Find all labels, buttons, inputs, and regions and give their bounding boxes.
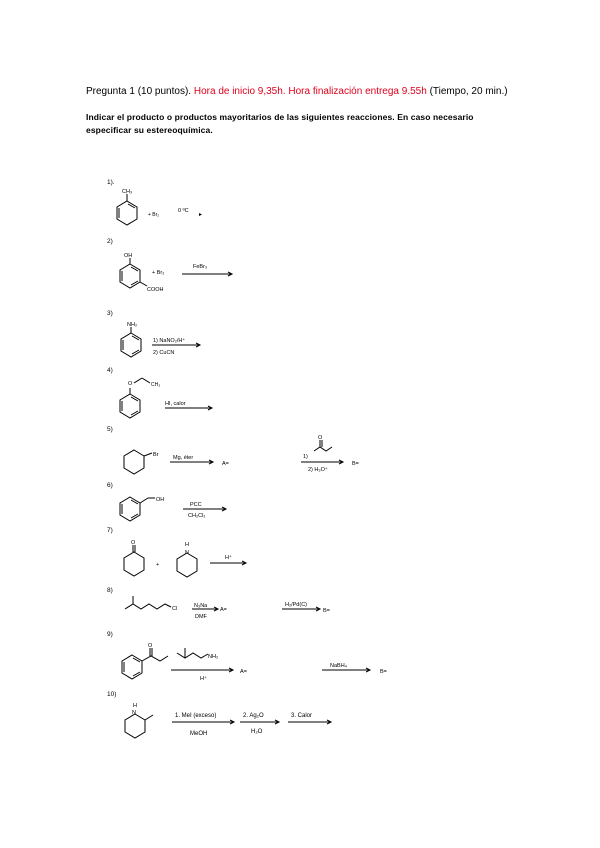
r9-o: O — [148, 643, 153, 649]
header-time-window: Hora de inicio 9,35h. Hora finalización entrega 9.55h — [193, 86, 427, 97]
r10-step2: 2. Ag₂O — [243, 713, 264, 719]
reaction-number-5: 5) — [107, 426, 113, 433]
r9-reductant: NaBH₄ — [330, 663, 347, 669]
reaction-4 — [120, 378, 212, 418]
r5-reagent: Mg, éter — [173, 455, 194, 461]
piperidine-ring-10 — [125, 714, 145, 738]
r4-ch3: CH₃ — [151, 382, 161, 388]
r7-nh-n: N — [185, 550, 189, 556]
r5-ketone-o: O — [318, 435, 323, 441]
r2-oh: OH — [124, 253, 133, 259]
r6-oh: OH — [156, 497, 165, 503]
r1-temp: 0 ºC — [178, 208, 189, 214]
reaction-2 — [120, 258, 232, 288]
isopentylamine — [177, 653, 208, 658]
header-duration: (Tiempo, 20 min.) — [426, 86, 508, 97]
r10-solvent2: H₂O — [251, 729, 263, 735]
benzene-ring-9 — [122, 655, 142, 679]
r9-nh2: NH₂ — [208, 654, 219, 660]
r9-product-a: A= — [240, 669, 247, 675]
r7-nh-h: H — [185, 542, 189, 548]
reaction-number-10: 10) — [107, 691, 117, 698]
benzene-ring-3 — [121, 333, 141, 357]
r7-o: O — [131, 540, 136, 546]
alkyl-chain-8 — [125, 604, 171, 609]
reaction-number-4: 4) — [107, 367, 113, 374]
reaction-6 — [120, 497, 226, 521]
header-prefix: Pregunta 1 (10 puntos). — [86, 86, 194, 97]
r1-br2: + Br₂ — [148, 212, 160, 218]
reaction-number-9: 9) — [107, 631, 113, 638]
r10-solvent1: MeOH — [190, 731, 208, 737]
r10-nh-n: N — [132, 710, 136, 716]
benzene-ring-1 — [117, 201, 137, 225]
cyclohexanone-ring — [124, 552, 144, 576]
r3-nh2: NH₂ — [127, 322, 138, 328]
reaction-number-8: 8) — [107, 587, 113, 594]
reaction-number-1: 1). — [107, 179, 115, 186]
r3-step2: 2) CuCN — [153, 350, 175, 356]
reaction-1 — [117, 194, 137, 225]
r1-ch3: CH₃ — [122, 189, 133, 195]
cyclohexane-ring-5 — [124, 450, 144, 474]
r6-solvent: CH₂Cl₂ — [188, 513, 206, 519]
r3-step1: 1) NaNO₂/H⁺ — [153, 338, 186, 344]
r10-step3: 3. Calor — [291, 713, 313, 719]
r10-nh-h: H — [133, 703, 137, 709]
piperidine-ring-7 — [177, 553, 197, 577]
r2-cooh: COOH — [147, 287, 164, 293]
r5-step2: 2) H₃O⁺ — [308, 467, 328, 473]
r8-product-a: A= — [220, 607, 227, 613]
benzene-ring-6 — [120, 497, 140, 521]
r8-solvent: DMF — [195, 614, 207, 620]
r5-step1: 1) — [303, 454, 308, 460]
r5-product-a: A= — [222, 461, 229, 467]
r5-br: Br — [153, 452, 159, 458]
r7-plus: + — [156, 562, 160, 568]
r9-product-b: B= — [380, 669, 387, 675]
r2-br2: + Br₂ — [152, 270, 165, 276]
r8-product-b: B= — [323, 608, 330, 614]
svg-text:▸: ▸ — [199, 212, 203, 218]
r4-o: O — [128, 381, 133, 387]
reaction-number-6: 6) — [107, 482, 113, 489]
instructions: Indicar el producto o productos mayoritarios de las siguientes reacciones. En caso necesario especificar su estereoquímica. — [86, 112, 474, 135]
r6-reagent: PCC — [190, 502, 202, 508]
benzene-ring-2 — [120, 264, 140, 288]
r8-reagent: N₃Na — [194, 603, 208, 609]
r10-step1: 1. MeI (exceso) — [175, 713, 217, 719]
reaction-number-2: 2) — [107, 238, 113, 245]
r8-hydrogenation: H₂/Pd(C) — [285, 602, 307, 608]
reaction-number-7: 7) — [107, 527, 113, 534]
r2-catalyst: FeBr₃ — [193, 264, 208, 270]
benzene-ring-4 — [120, 394, 140, 418]
reaction-number-3: 3) — [107, 310, 113, 317]
r5-product-b: B= — [352, 461, 359, 467]
r8-cl: Cl — [172, 606, 178, 612]
butanone — [314, 447, 332, 451]
r7-catalyst: H⁺ — [225, 555, 232, 561]
r4-reagent: HI, calor — [165, 401, 186, 407]
r9-catalyst: H⁺ — [200, 676, 207, 682]
